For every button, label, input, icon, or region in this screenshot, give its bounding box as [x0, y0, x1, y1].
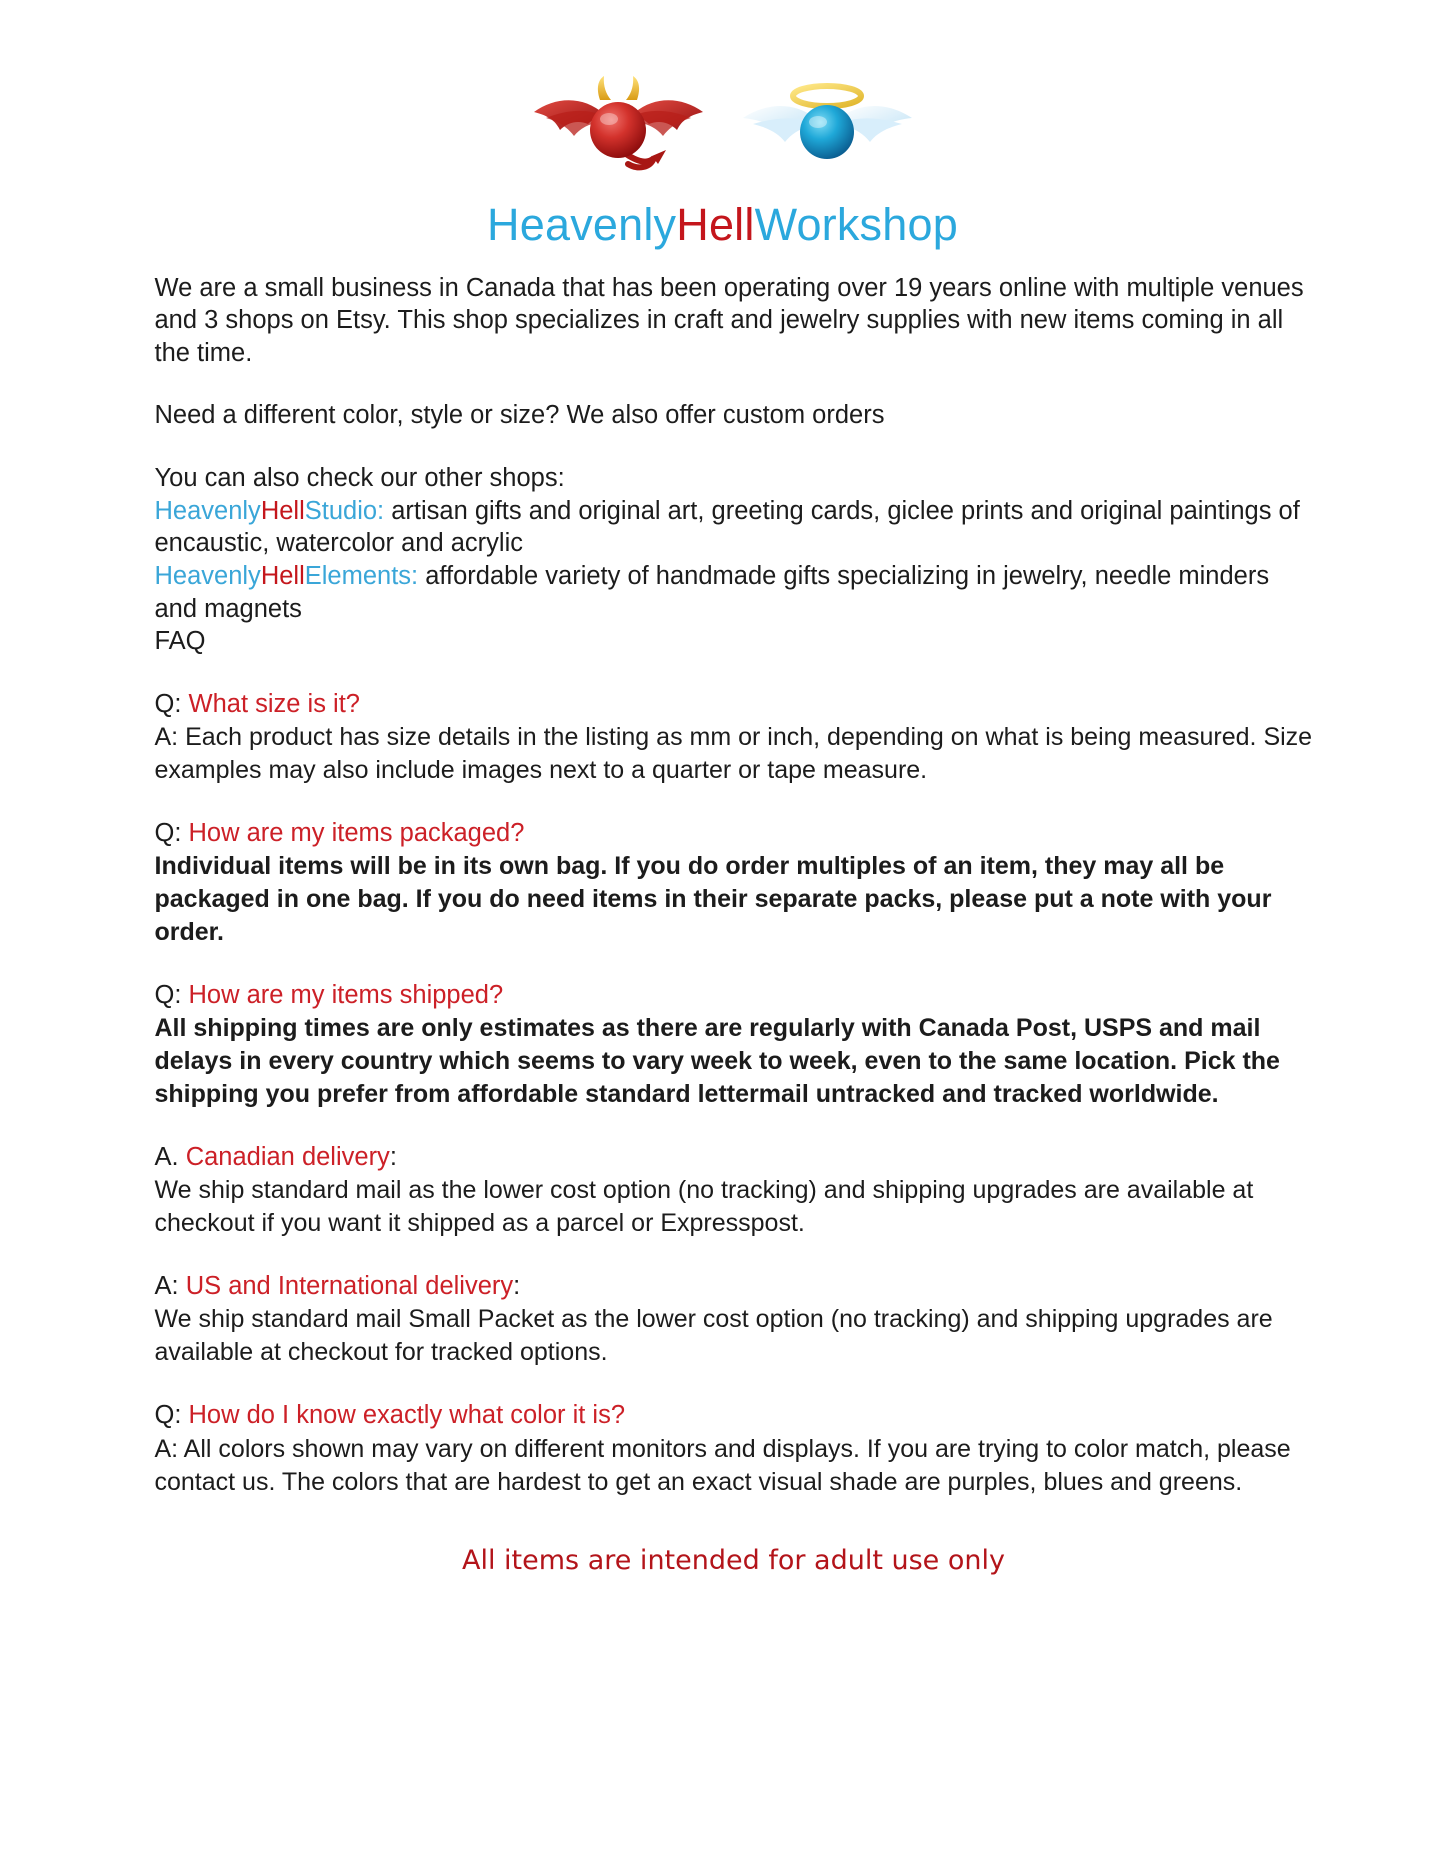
- shop-studio-name-part1: Heavenly: [154, 496, 261, 525]
- shop-studio-name-part2: Hell: [260, 496, 305, 525]
- devil-emoji-icon: [526, 72, 711, 172]
- faq-heading: FAQ: [154, 627, 206, 656]
- faq-1-question-text: What size is it?: [188, 689, 360, 718]
- faq-2-question-text: How are my items packaged?: [188, 818, 525, 847]
- faq-question-1: [155, 688, 1313, 721]
- faq-1-prefix: Q:: [154, 689, 189, 718]
- faq-question-2: [155, 817, 1313, 850]
- faq-2-prefix: Q:: [154, 818, 189, 847]
- shop-elements-name-part1: Heavenly: [154, 561, 261, 590]
- document-content: [133, 272, 1313, 1576]
- faq-3-question-text: How are my items shipped?: [188, 981, 504, 1010]
- page-title: [0, 200, 1445, 250]
- faq-4-suffix: :: [389, 1143, 397, 1172]
- title-part-hell: Hell: [676, 199, 755, 250]
- faq-question-4: [155, 1141, 1313, 1174]
- faq-answer-5: We ship standard mail Small Packet as the lower cost option (no tracking) and shipping upgrades are available at checkout for tracked options.: [154, 1305, 1273, 1367]
- angel-emoji-icon: [735, 72, 920, 172]
- shop-studio-description: artisan gifts and original art, greeting cards, giclee prints and original paintings of encaustic, watercolor and acrylic: [154, 496, 1300, 558]
- faq-question-3: [155, 979, 1313, 1012]
- title-part-workshop: Workshop: [754, 199, 958, 250]
- logo-row: [0, 0, 1445, 172]
- shop-studio-name-part3: Studio:: [304, 496, 385, 525]
- adult-use-notice: All items are intended for adult use only: [461, 1544, 1005, 1576]
- faq-question-5: [155, 1270, 1313, 1303]
- faq-answer-6: A: All colors shown may vary on different monitors and displays. If you are trying to color match, please contact us. The colors that are hardest to get an exact visual shade are purples, blues and greens.: [154, 1434, 1291, 1496]
- faq-6-prefix: Q:: [154, 1401, 189, 1430]
- other-shops-label: You can also check our other shops:: [154, 464, 565, 492]
- faq-answer-2: Individual items will be in its own bag. If you do order multiples of an item, they may all be packaged in one bag. If you do need items in their separate packs, please put a note with your order.: [154, 852, 1272, 947]
- intro-paragraph-1: We are a small business in Canada that has been operating over 19 years online with multiple venues and 3 shops on Etsy. This shop specializes in craft and jewelry supplies with new items coming in all the time.: [154, 273, 1304, 367]
- shop-elements-description: affordable variety of handmade gifts specializing in jewelry, needle minders and magnets: [154, 561, 1270, 623]
- faq-answer-4: We ship standard mail as the lower cost option (no tracking) and shipping upgrades are available at checkout if you want it shipped as a parcel or Expresspost.: [154, 1176, 1254, 1238]
- faq-answer-3: All shipping times are only estimates as there are regularly with Canada Post, USPS and mail delays in every country which seems to vary week to week, even to the same location. Pick the shipping you prefer from affordable standard lettermail untracked and tracked worldwide.: [154, 1014, 1280, 1109]
- faq-3-prefix: Q:: [154, 981, 189, 1010]
- faq-5-question-text: US and International delivery: [185, 1272, 514, 1301]
- title-part-heavenly: Heavenly: [487, 199, 677, 250]
- shop-link-studio[interactable]: [155, 495, 1313, 560]
- shop-elements-name-part2: Hell: [260, 561, 305, 590]
- shop-link-elements[interactable]: [155, 560, 1313, 625]
- shop-elements-name-part3: Elements:: [304, 561, 419, 590]
- faq-5-suffix: :: [513, 1272, 521, 1301]
- intro-paragraph-2: Need a different color, style or size? We also offer custom orders: [154, 401, 885, 430]
- faq-5-prefix: A:: [154, 1272, 186, 1301]
- faq-6-question-text: How do I know exactly what color it is?: [188, 1401, 626, 1430]
- faq-question-6: [155, 1399, 1313, 1432]
- faq-answer-1: A: Each product has size details in the listing as mm or inch, depending on what is being measured. Size examples may also include images next to a quarter or tape measure.: [154, 722, 1313, 784]
- faq-4-question-text: Canadian delivery: [185, 1143, 390, 1172]
- faq-4-prefix: A.: [154, 1143, 186, 1172]
